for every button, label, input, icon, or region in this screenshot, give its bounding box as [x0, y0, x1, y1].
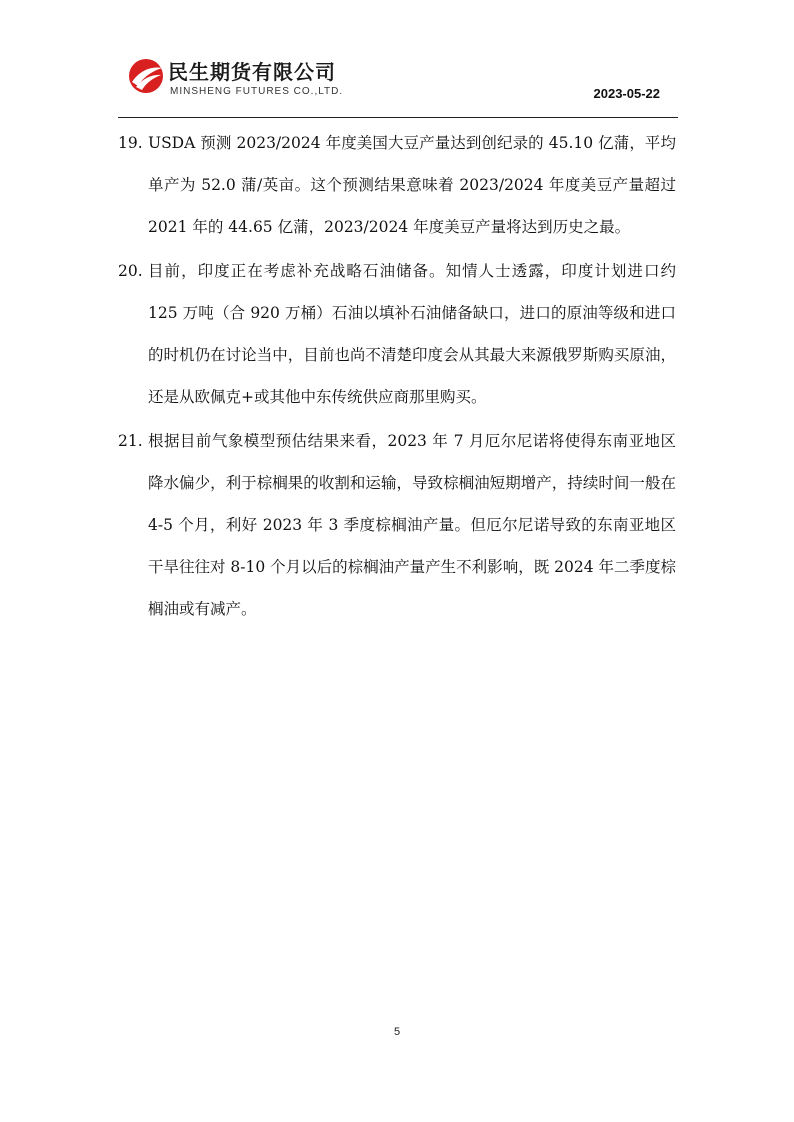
list-item: [118, 250, 676, 418]
list-item: [118, 420, 676, 630]
company-name-en: MINSHENG FUTURES CO.,LTD.: [170, 86, 344, 97]
header-divider: [118, 117, 678, 118]
item-text: USDA 预测 2023/2024 年度美国大豆产量达到创纪录的 45.10 亿蒲，平均单产为 52.0 蒲/英亩。这个预测结果意味着 2023/2024 年度美豆产量超过 2021 年的 44.65 亿蒲，2023/2024 年度美豆产量将达到历史之最。: [148, 134, 676, 236]
item-text: 根据目前气象模型预估结果来看，2023 年 7 月厄尔尼诺将使得东南亚地区降水偏少，利于棕榈果的收割和运输，导致棕榈油短期增产，持续时间一般在 4-5 个月，利好 2023 年 3 季度棕榈油产量。但厄尔尼诺导致的东南亚地区干旱往往对 8-10 个月以后的棕榈油产量产生不利影响，既 2024 年二季度棕榈油或有减产。: [148, 432, 676, 618]
item-number: 19.: [118, 134, 143, 152]
page-number: 5: [393, 1026, 401, 1038]
news-list: [118, 122, 676, 632]
company-name-cn: 民生期货有限公司: [168, 60, 336, 84]
page-header: [118, 50, 678, 122]
list-item: [118, 122, 676, 248]
item-text: 目前，印度正在考虑补充战略石油储备。知情人士透露，印度计划进口约 125 万吨（合 920 万桶）石油以填补石油储备缺口，进口的原油等级和进口的时机仍在讨论当中，目前也尚不清楚印度会从其最大来源俄罗斯购买原油，还是从欧佩克+或其他中东传统供应商那里购买。: [148, 262, 676, 406]
item-number: 20.: [118, 262, 143, 280]
item-number: 21.: [118, 432, 143, 450]
report-date: 2023-05-22: [593, 86, 660, 101]
minsheng-swoosh-icon: [126, 56, 166, 96]
